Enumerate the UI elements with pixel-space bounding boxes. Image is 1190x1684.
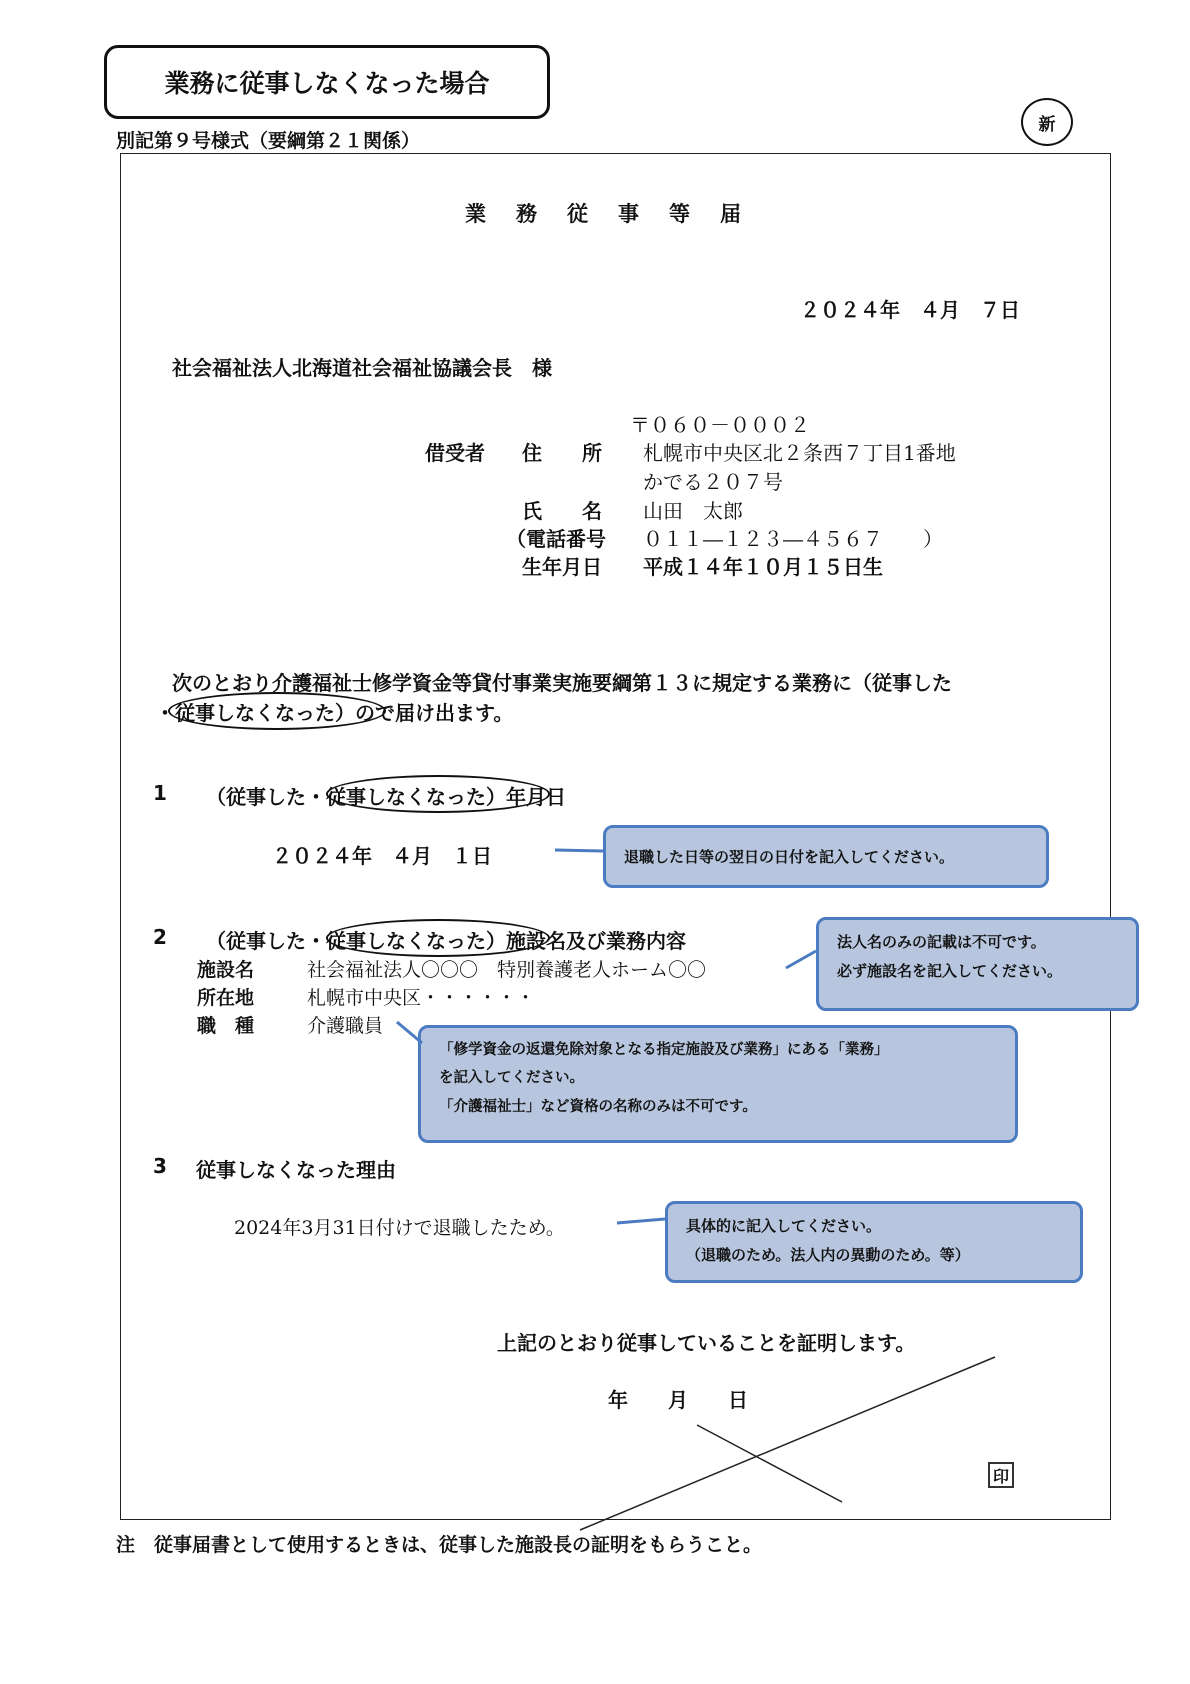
footer-note: 注 従事届書として使用するときは、従事した施設長の証明をもらうこと。 bbox=[116, 1534, 763, 1556]
location-label: 所在地 bbox=[197, 987, 255, 1009]
job-label: 職 種 bbox=[197, 1015, 255, 1037]
strike-line-long bbox=[580, 1357, 995, 1530]
phone-number: ０１１―１２３―４５６７ ） bbox=[643, 527, 943, 551]
borrower-name: 山田 太郎 bbox=[643, 499, 743, 523]
seal-label: 印 bbox=[992, 1466, 1009, 1486]
address-label: 住 所 bbox=[522, 441, 602, 465]
phone-label: （電話番号 bbox=[506, 527, 606, 551]
section2-number: 2 bbox=[153, 925, 167, 949]
section1-date: ２０２４年 ４月 １日 bbox=[272, 844, 492, 868]
callout-job-line1: 「修学資金の返還免除対象となる指定施設及び業務」にある「業務」 bbox=[439, 1042, 889, 1058]
new-badge-label: 新 bbox=[1038, 114, 1056, 135]
section2-heading: （従事した・従事しなくなった）施設名及び業務内容 bbox=[206, 929, 686, 953]
intro-line-1: 次のとおり介護福祉士修学資金等貸付事業実施要綱第１３に規定する業務に（従事した bbox=[172, 671, 952, 695]
facility-value: 社会福祉法人〇〇〇 特別養護老人ホーム〇〇 bbox=[307, 959, 707, 981]
callout-facility-line2: 必ず施設名を記入してください。 bbox=[837, 962, 1063, 981]
reason-value: 2024年3月31日付けで退職したため。 bbox=[234, 1217, 565, 1239]
name-label: 氏 名 bbox=[522, 499, 602, 523]
addressee: 社会福祉法人北海道社会福祉協議会長 様 bbox=[172, 356, 552, 380]
form-number: 別記第９号様式（要綱第２１関係） bbox=[116, 130, 421, 152]
borrower-role-label: 借受者 bbox=[425, 441, 485, 465]
callout-job-connector bbox=[397, 1022, 422, 1043]
callout-facility-line1: 法人名のみの記載は不可です。 bbox=[837, 933, 1046, 951]
callout-reason-line2: （退職のため。法人内の異動のため。等） bbox=[686, 1246, 970, 1265]
location-value: 札幌市中央区・・・・・・ bbox=[307, 987, 536, 1009]
certification-date-blank: 年 月 日 bbox=[608, 1388, 748, 1412]
strike-line-short bbox=[697, 1425, 842, 1502]
section1-heading: （従事した・従事しなくなった）年月日 bbox=[206, 785, 566, 809]
case-label: 業務に従事しなくなった場合 bbox=[164, 69, 490, 98]
callout-date-connector bbox=[555, 850, 603, 851]
section3-number: 3 bbox=[153, 1154, 167, 1178]
postal-code: 〒０６０－０００２ bbox=[630, 413, 810, 437]
callout-job-line3: 「介護福祉士」など資格の名称のみは不可です。 bbox=[439, 1098, 757, 1115]
facility-label: 施設名 bbox=[197, 959, 255, 981]
section1-number: 1 bbox=[153, 781, 167, 805]
dob-label: 生年月日 bbox=[522, 555, 602, 579]
callout-reason-line1: 具体的に記入してください。 bbox=[686, 1217, 882, 1235]
callout-facility-connector bbox=[786, 951, 816, 968]
address-line1: 札幌市中央区北２条西７丁目1番地 bbox=[643, 441, 956, 465]
date-of-birth: 平成１４年１０月１５日生 bbox=[643, 555, 883, 579]
form-title: 業務従事等届 bbox=[465, 202, 771, 226]
callout-reason-connector bbox=[617, 1219, 665, 1223]
job-value: 介護職員 bbox=[307, 1015, 384, 1037]
callout-date-text: 退職した日等の翌日の日付を記入してください。 bbox=[624, 848, 955, 866]
address-line2: かでる２０７号 bbox=[643, 470, 783, 494]
submission-date: ２０２４年 ４月 ７日 bbox=[800, 298, 1020, 322]
section3-heading: 従事しなくなった理由 bbox=[196, 1158, 396, 1182]
callout-job-line2: を記入してください。 bbox=[439, 1070, 584, 1087]
intro-line-2: ・従事しなくなった）ので届け出ます。 bbox=[155, 701, 514, 725]
certification-text: 上記のとおり従事していることを証明します。 bbox=[497, 1331, 916, 1355]
